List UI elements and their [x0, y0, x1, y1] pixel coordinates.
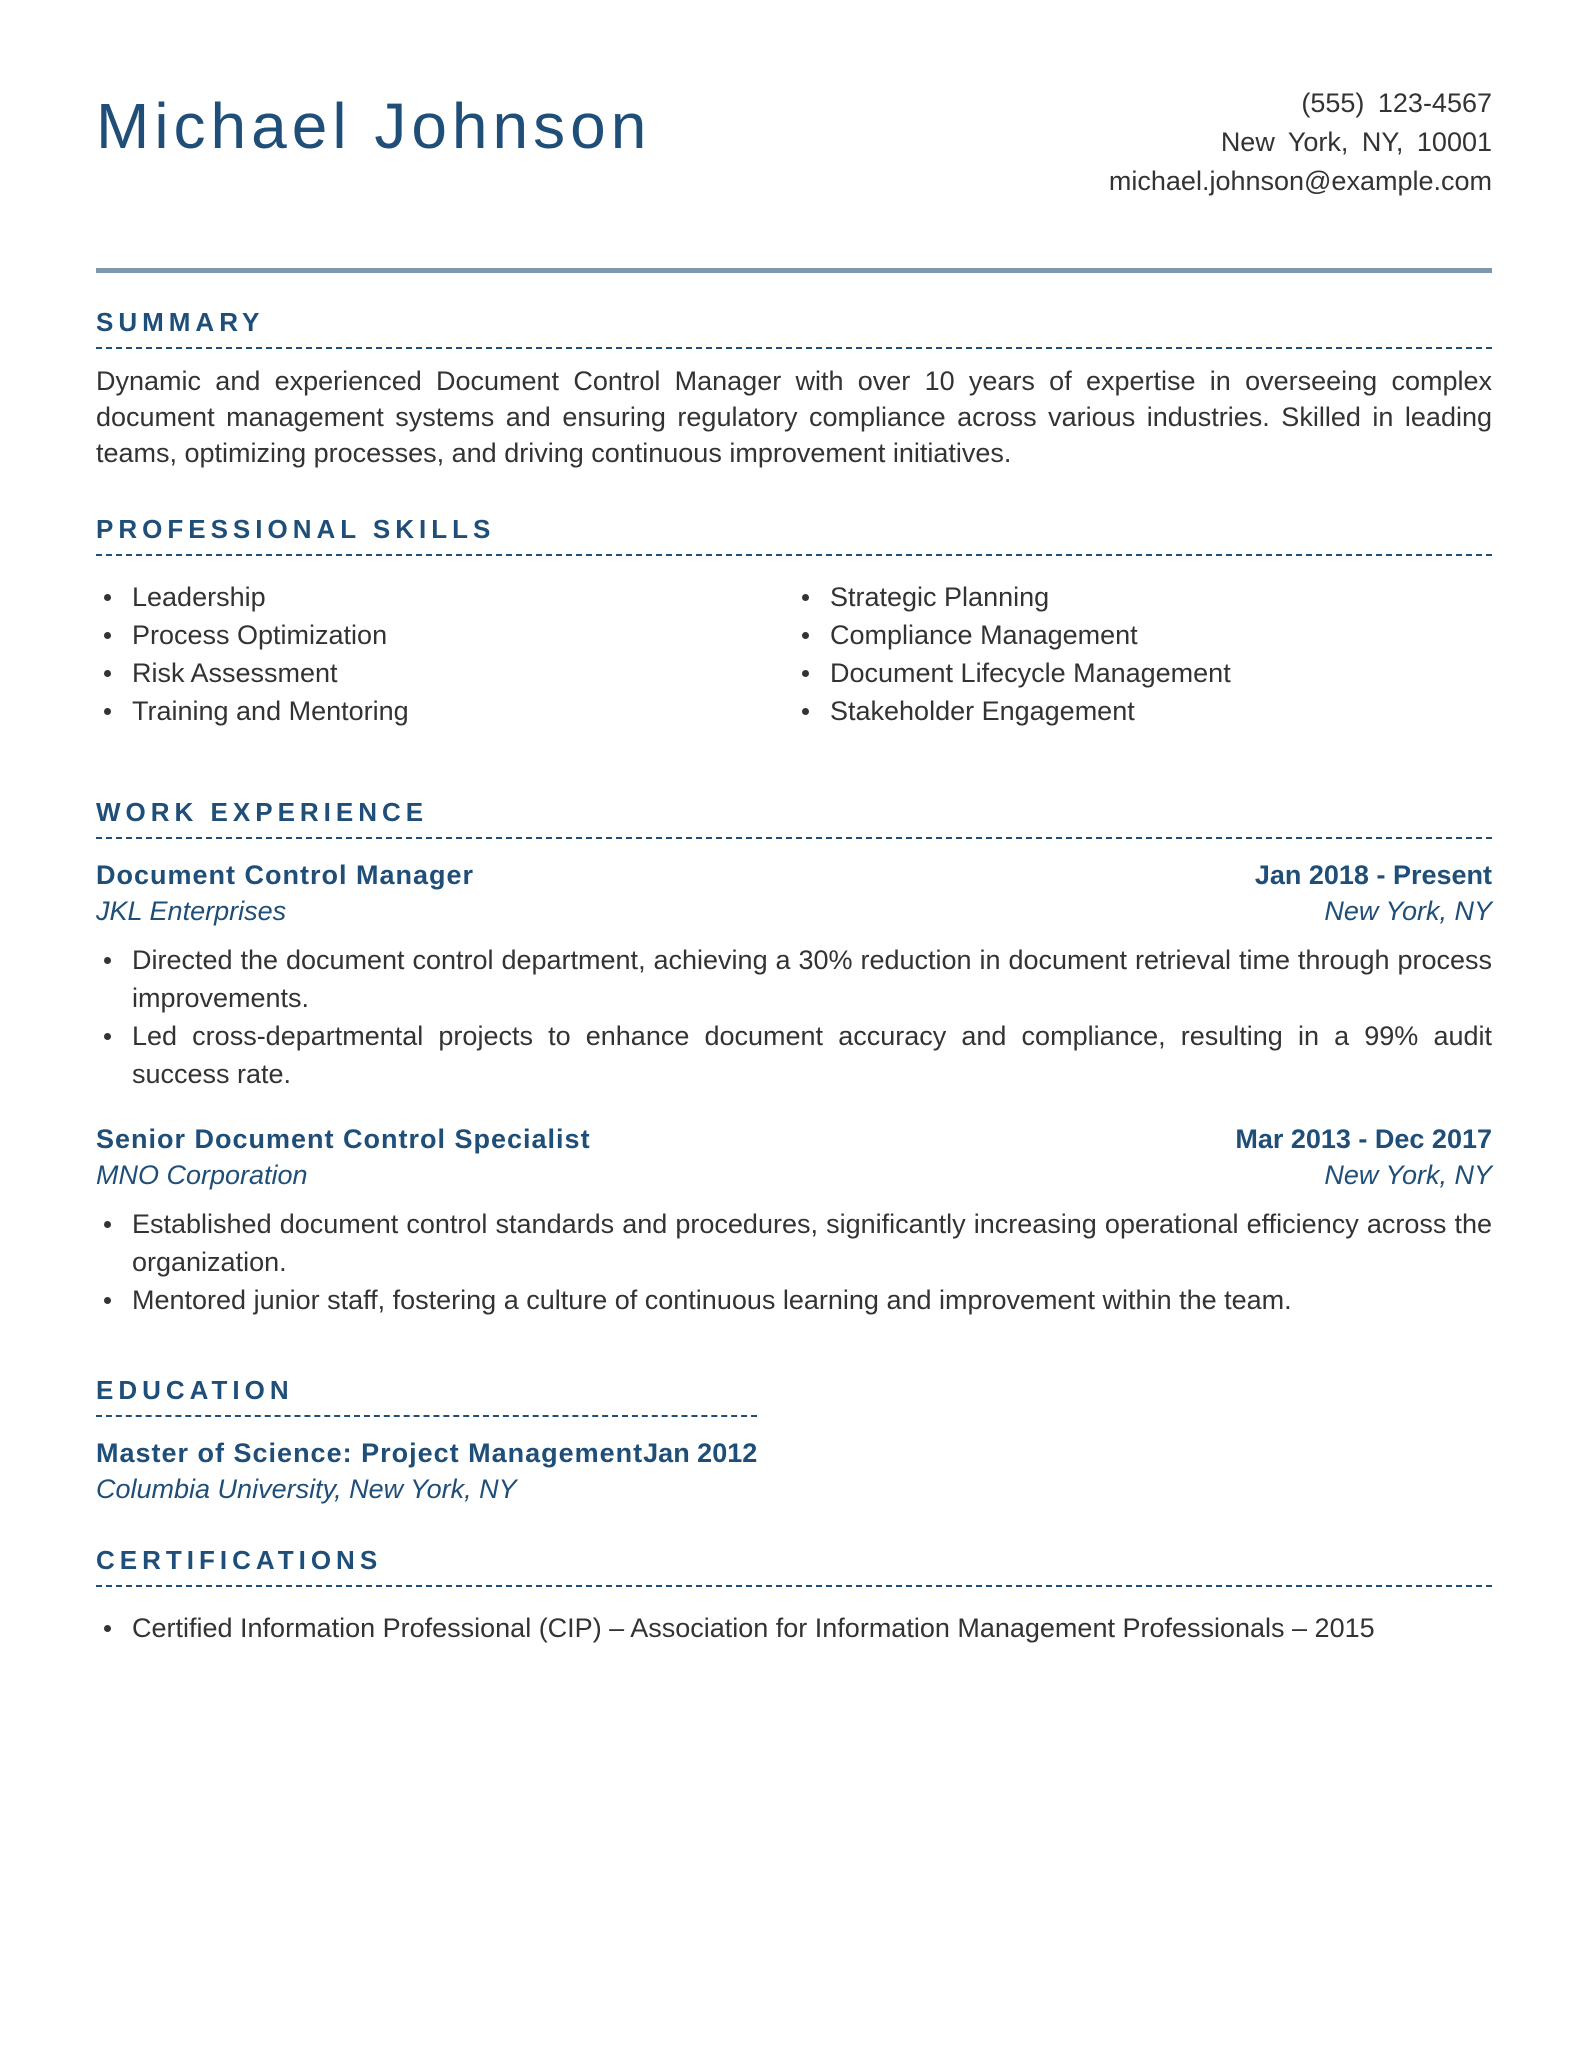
skills-section [96, 515, 1492, 730]
skill-item: Leadership [96, 578, 794, 616]
skill-item: Document Lifecycle Management [794, 654, 1492, 692]
job-dates: Jan 2018 - Present [1254, 859, 1492, 890]
job-company: MNO Corporation [96, 1159, 308, 1190]
skills-heading: PROFESSIONAL SKILLS [96, 515, 1492, 556]
skill-item: Process Optimization [96, 616, 794, 654]
resume-header [96, 0, 1492, 260]
job-bullet: Led cross-departmental projects to enhance document accuracy and compliance, resulting in a 99% audit success rate. [96, 1017, 1492, 1093]
education-section [96, 1376, 757, 1507]
education-heading: EDUCATION [96, 1376, 757, 1417]
job-bullet: Established document control standards and procedures, significantly increasing operational efficiency across the organization. [96, 1205, 1492, 1281]
skills-column-right [794, 578, 1492, 730]
job-entry [96, 1121, 1492, 1319]
skill-item: Training and Mentoring [96, 692, 794, 730]
certifications-heading: CERTIFICATIONS [96, 1546, 1492, 1587]
skill-item: Risk Assessment [96, 654, 794, 692]
job-title: Senior Document Control Specialist [96, 1123, 591, 1154]
job-location: New York, NY [1324, 895, 1492, 926]
job-location: New York, NY [1324, 1159, 1492, 1190]
skill-item: Strategic Planning [794, 578, 1492, 616]
job-bullet: Directed the document control department, achieving a 30% reduction in document retrieval time through process improvements. [96, 941, 1492, 1017]
contact-phone: (555) 123-4567 [1301, 88, 1492, 118]
job-entry [96, 857, 1492, 1093]
work-experience-heading: WORK EXPERIENCE [96, 798, 1492, 839]
job-company: JKL Enterprises [96, 895, 287, 926]
job-title: Document Control Manager [96, 859, 475, 890]
job-dates: Mar 2013 - Dec 2017 [1235, 1123, 1492, 1154]
summary-heading: SUMMARY [96, 308, 1492, 349]
skill-item: Compliance Management [794, 616, 1492, 654]
degree-title: Master of Science: Project Management [96, 1437, 644, 1468]
skills-column-left [96, 578, 794, 730]
skill-item: Stakeholder Engagement [794, 692, 1492, 730]
education-entry [96, 1435, 757, 1507]
degree-date: Jan 2012 [643, 1437, 758, 1468]
work-experience-section [96, 798, 1492, 1319]
contact-email: michael.johnson@example.com [1108, 166, 1492, 196]
summary-section [96, 308, 1492, 471]
certifications-section [96, 1546, 1492, 1647]
job-bullet: Mentored junior staff, fostering a culture of continuous learning and improvement within the team. [96, 1281, 1492, 1319]
summary-text: Dynamic and experienced Document Control Manager with over 10 years of expertise in overseeing complex document management systems and ensuring regulatory compliance across various industries. Skilled in leading teams, optimizing processes, and driving continuous improvement initiatives. [96, 365, 1492, 468]
school-name: Columbia University, New York, NY [96, 1473, 517, 1504]
contact-block [1109, 84, 1492, 201]
skills-grid [96, 578, 1492, 730]
certification-item: Certified Information Professional (CIP) – Association for Information Management Professionals – 2015 [96, 1609, 1492, 1647]
contact-address: New York, NY, 10001 [1220, 127, 1492, 157]
header-divider [96, 268, 1492, 273]
candidate-name: Michael Johnson [96, 90, 652, 162]
